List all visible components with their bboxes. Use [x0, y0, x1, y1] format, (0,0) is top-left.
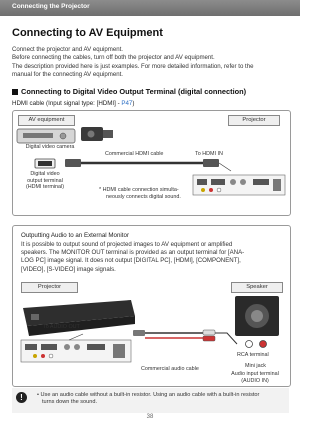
intro-text	[12, 46, 292, 79]
note-text: • Use an audio cable without a built-in resistor. Using an audio cable with a built-in resistor turns down the sound.	[37, 392, 260, 406]
projector-audio-panel-icon	[21, 340, 131, 362]
monitor-title: Outputting Audio to an External Monitor	[21, 232, 130, 239]
audio-diagram-art	[13, 226, 290, 386]
audio-cable-label: Commercial audio cable	[141, 366, 199, 372]
camera-label: Digital video camera	[25, 144, 75, 150]
av-equipment-tag: AV equipment	[18, 115, 75, 126]
video-camera-icon	[81, 127, 113, 141]
hdmi-connection-diagram	[12, 110, 291, 216]
intro-line: Connect the projector and AV equipment.	[12, 46, 123, 53]
page-link[interactable]: P47	[121, 100, 133, 107]
rca-jacks-icon	[246, 341, 267, 348]
projector-icon	[23, 300, 135, 336]
audio-output-box	[12, 225, 291, 387]
page-title: Connecting to AV Equipment	[12, 27, 163, 39]
audio-cable-icon	[133, 330, 237, 344]
square-bullet-icon	[12, 89, 18, 95]
output-terminal-label: Digital video output terminal (HDMI terminal)	[25, 171, 65, 191]
breadcrumb: Connecting the Projector	[12, 3, 90, 10]
hdmi-output-port-icon	[35, 159, 55, 168]
mini-jack-label: Mini jack	[245, 363, 266, 369]
page-header	[0, 0, 300, 16]
projector-tag: Projector	[21, 282, 78, 293]
hdmi-cable-type: HDMI cable (Input signal type: [HDMI] - P47)	[12, 100, 135, 107]
monitor-text: It is possible to output sound of projected images to AV equipment or amplified speakers. The MONITOR OUT terminal is provided as an output terminal for [ANA- LOG PC] image signal. It does not output [DIGITAL PC], [HDMI], [COMPONENT], [VIDEO], [S-VIDEO] image signals.	[21, 241, 245, 273]
intro-line: manual for the connecting AV equipment.	[12, 70, 123, 78]
intro-line: The description provided here is just examples. For more detailed information, refer to the	[12, 62, 254, 70]
hdmi-footnote: * HDMI cable connection simulta- neously connects digital sound.	[99, 187, 181, 200]
exclamation-icon: !	[16, 392, 27, 403]
speaker-icon	[235, 296, 279, 336]
intro-line: Before connecting the cables, turn off both the projector and AV equipment.	[12, 54, 215, 62]
speaker-tag: Speaker	[231, 282, 283, 293]
projector-tag: Projector	[228, 115, 280, 126]
hdmi-cable-icon	[65, 159, 219, 167]
audio-input-label: Audio input terminal (AUDIO IN)	[231, 371, 279, 384]
projector-rear-panel-icon	[193, 175, 285, 195]
audio-out-label: To AUDIO OUT	[43, 324, 80, 330]
hdmi-cable-label: Commercial HDMI cable	[105, 151, 164, 157]
page-number: 38	[146, 414, 154, 420]
section-title: Connecting to Digital Video Output Terminal (digital connection)	[12, 87, 246, 96]
caution-note	[12, 388, 289, 413]
av-deck-icon	[17, 129, 75, 143]
hdmi-in-label: To HDMI IN	[195, 151, 223, 157]
rca-terminal-label: RCA terminal	[237, 352, 269, 358]
